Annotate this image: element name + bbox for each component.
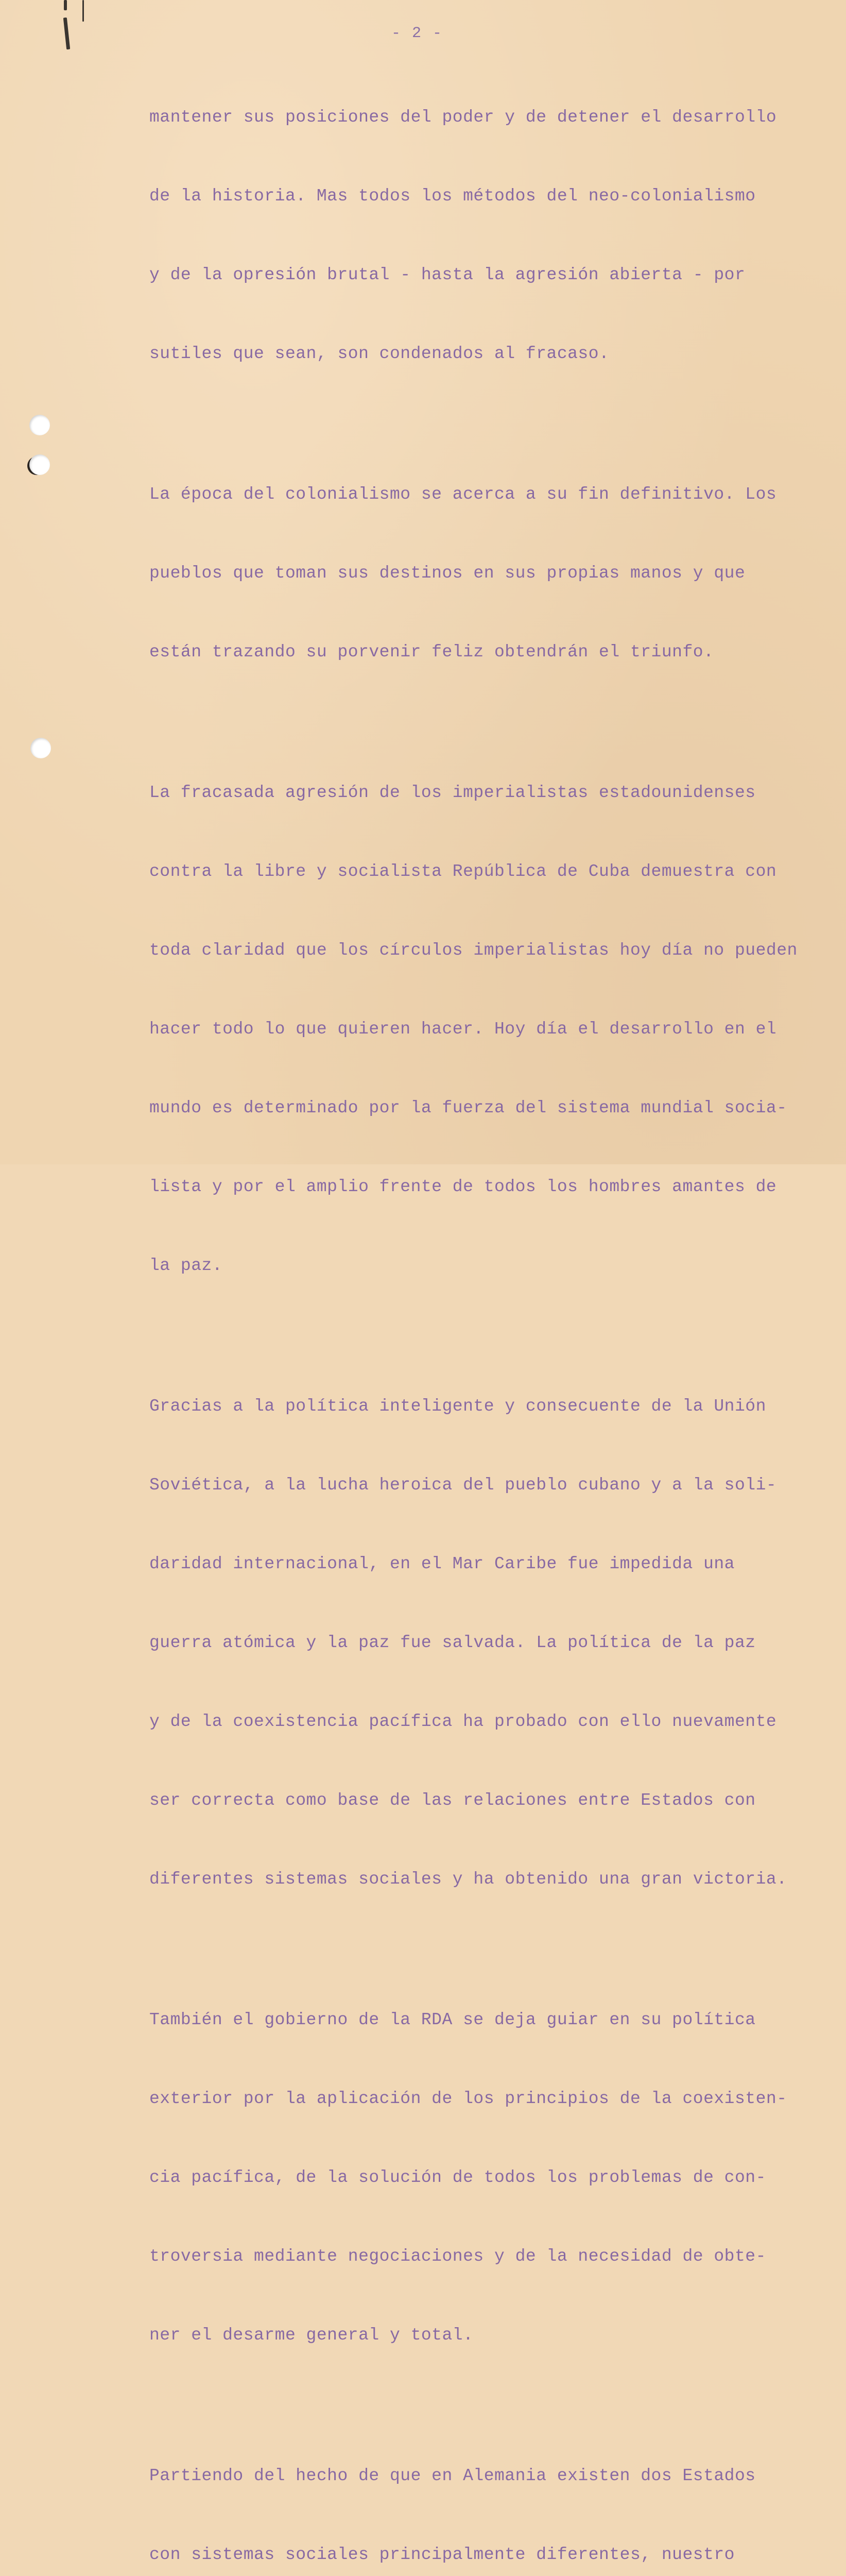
text-line: sutiles que sean, son condenados al fracaso. bbox=[149, 344, 610, 363]
text-line: troversia mediante negociaciones y de la necesidad de obte- bbox=[149, 2247, 766, 2266]
text-line: Soviética, a la lucha heroica del pueblo cubano y a la soli- bbox=[149, 1476, 777, 1495]
text-line: lista y por el amplio frente de todos los hombres amantes de bbox=[149, 1177, 777, 1196]
text-line: daridad internacional, en el Mar Caribe fue impedida una bbox=[149, 1554, 735, 1573]
text-line: mundo es determinado por la fuerza del sistema mundial socia- bbox=[149, 1098, 787, 1117]
text-line: Partiendo del hecho de que en Alemania existen dos Estados bbox=[149, 2466, 756, 2485]
body-text bbox=[149, 52, 819, 2576]
text-line: y de la coexistencia pacífica ha probado con ello nuevamente bbox=[149, 1712, 777, 1731]
text-line: Gracias a la política inteligente y consecuente de la Unión bbox=[149, 1397, 766, 1416]
staple-mark bbox=[82, 0, 84, 22]
text-line: diferentes sistemas sociales y ha obtenido una gran victoria. bbox=[149, 1870, 787, 1889]
text-line: hacer todo lo que quieren hacer. Hoy día el desarrollo en el bbox=[149, 1020, 777, 1039]
paragraph bbox=[149, 2410, 819, 2576]
text-line: También el gobierno de la RDA se deja guiar en su política bbox=[149, 2010, 756, 2029]
staple-mark bbox=[64, 0, 67, 10]
paragraph bbox=[149, 52, 819, 419]
text-line: con sistemas sociales principalmente diferentes, nuestro bbox=[149, 2545, 735, 2564]
text-line: y de la opresión brutal - hasta la agresión abierta - por bbox=[149, 265, 746, 284]
paragraph bbox=[149, 727, 819, 1331]
text-line: de la historia. Mas todos los métodos del neo-colonialismo bbox=[149, 187, 756, 206]
punch-hole bbox=[29, 454, 50, 475]
text-line: La fracasada agresión de los imperialistas estadounidenses bbox=[149, 783, 756, 802]
text-line: ser correcta como base de las relaciones entre Estados con bbox=[149, 1791, 756, 1810]
page-number: - 2 - bbox=[391, 25, 443, 42]
paragraph bbox=[149, 1341, 819, 1945]
text-line: contra la libre y socialista República de Cuba demuestra con bbox=[149, 862, 777, 881]
text-line: guerra atómica y la paz fue salvada. La política de la paz bbox=[149, 1633, 756, 1652]
paragraph bbox=[149, 429, 819, 718]
punch-hole bbox=[30, 738, 51, 758]
text-line: la paz. bbox=[149, 1256, 223, 1275]
text-line: pueblos que toman sus destinos en sus propias manos y que bbox=[149, 564, 746, 583]
punch-hole bbox=[29, 415, 50, 435]
paragraph bbox=[149, 1954, 819, 2401]
text-line: mantener sus posiciones del poder y de detener el desarrollo bbox=[149, 108, 777, 127]
text-line: La época del colonialismo se acerca a su fin definitivo. Los bbox=[149, 485, 777, 504]
text-line: exterior por la aplicación de los principios de la coexisten- bbox=[149, 2089, 787, 2108]
text-line: toda claridad que los círculos imperialistas hoy día no pueden bbox=[149, 941, 798, 960]
staple-mark bbox=[63, 18, 70, 49]
text-line: ner el desarme general y total. bbox=[149, 2326, 474, 2345]
text-line: cia pacífica, de la solución de todos los problemas de con- bbox=[149, 2168, 766, 2187]
text-line: están trazando su porvenir feliz obtendrán el triunfo. bbox=[149, 642, 714, 662]
